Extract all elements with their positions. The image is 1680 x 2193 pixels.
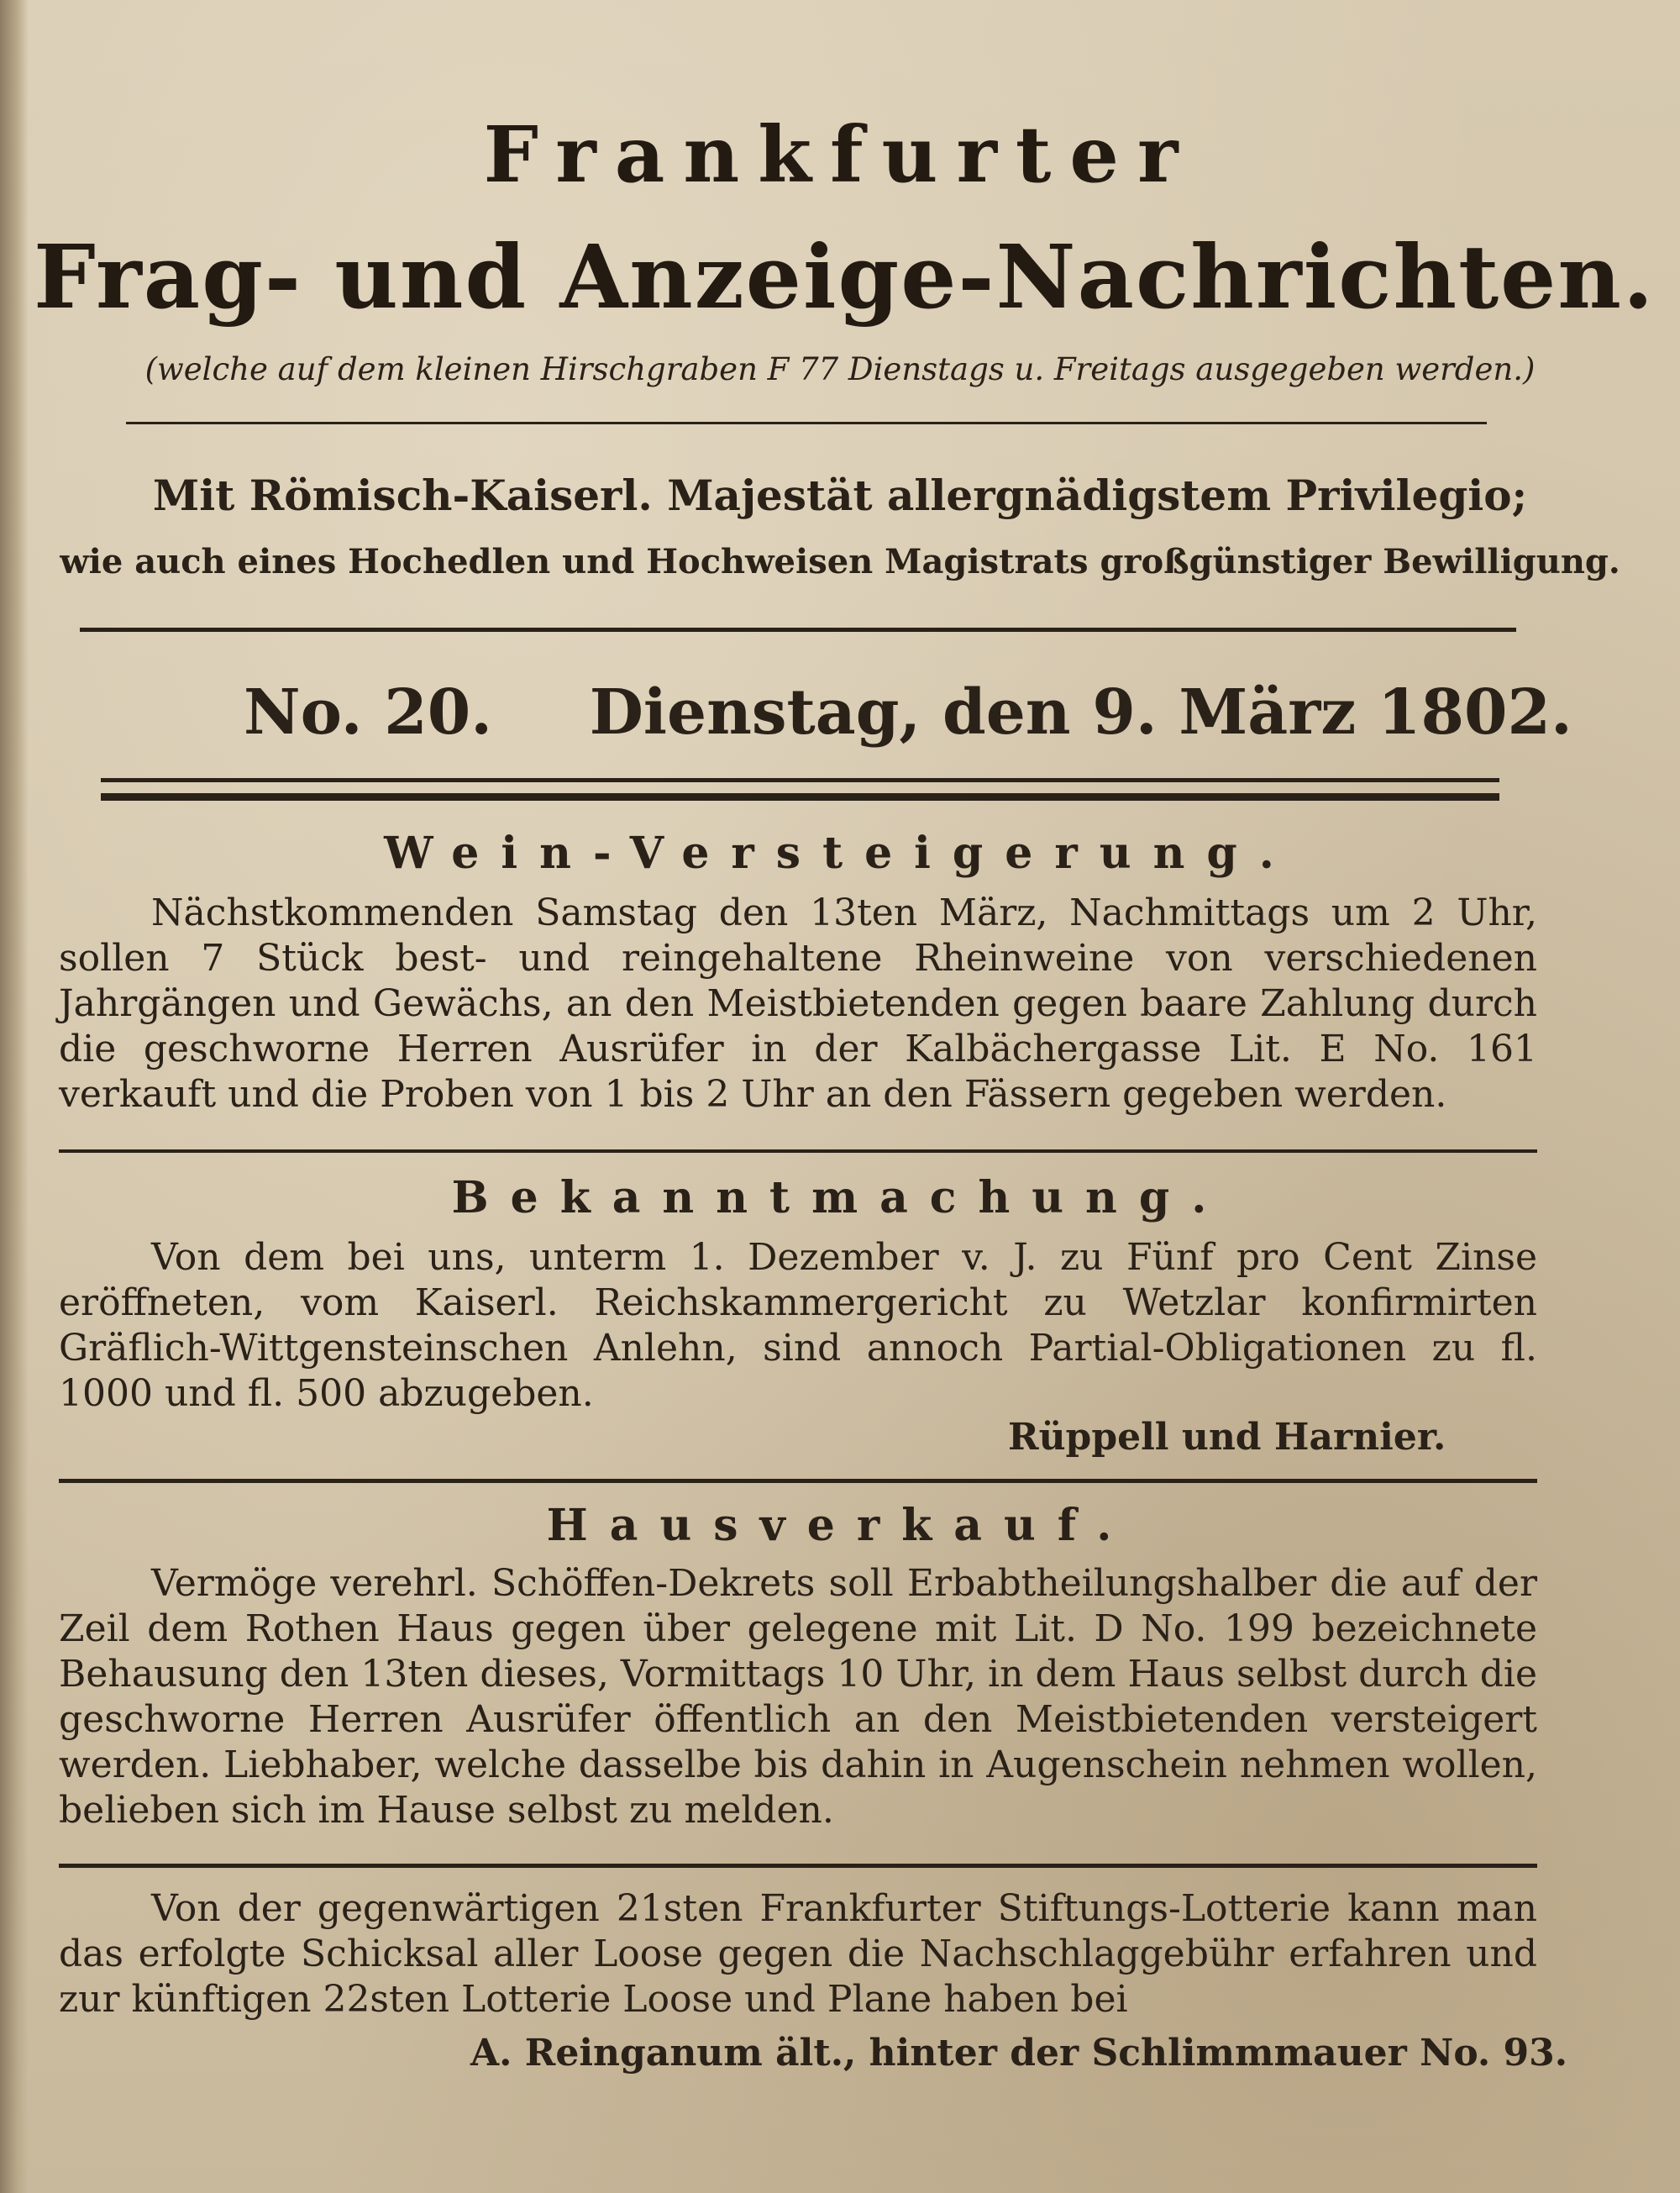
notice-body-lottery: Von der gegenwärtigen 21sten Frankfurter Stiftungs-Lotterie kann man das erfolgte Schicksal aller Loose gegen die Nachschlaggebühr erfahren und zur künftigen 22sten Lotterie Loose und Plane haben bei xyxy=(59,1887,1537,2021)
rule-divider xyxy=(101,778,1499,782)
notice-heading-wine-auction: Wein-Versteigerung. xyxy=(384,828,1296,879)
issue-line xyxy=(50,676,1630,749)
masthead-title-line2: Frag- und Anzeige-Nachrichten. xyxy=(34,225,1656,329)
privilege-line2: wie auch eines Hochedlen und Hochweisen Magistrats großgünstiger Bewilligung. xyxy=(60,542,1620,581)
masthead-subtitle: (welche auf dem kleinen Hirschgraben F 77 Dienstags u. Freitags ausgegeben werden.) xyxy=(144,351,1536,387)
rule-divider xyxy=(59,1479,1537,1483)
rule-divider xyxy=(101,793,1499,801)
issue-number: No. 20. xyxy=(244,676,492,749)
page-edge-shadow xyxy=(0,0,29,2193)
notice-body-wine-auction: Nächstkommenden Samstag den 13ten März, Nachmittags um 2 Uhr, sollen 7 Stück best- und reingehaltene Rheinweine von verschiedenen Jahrgängen und Gewächs, an den Meistbietenden gegen baare Zahlung durch die geschworne Herren Ausrüfer in der Kalbächergasse Lit. E No. 161 verkauft und die Proben von 1 bis 2 Uhr an den Fässern gegeben werden. xyxy=(59,891,1537,1116)
notice-heading-house-sale: Hausverkauf. xyxy=(546,1500,1134,1551)
privilege-line1: Mit Römisch-Kaiserl. Majestät allergnädigstem Privilegio; xyxy=(152,471,1528,520)
rule-divider xyxy=(59,1864,1537,1868)
rule-divider xyxy=(59,1149,1537,1153)
notice-body-house-sale: Vermöge verehrl. Schöffen-Dekrets soll Erbabtheilungshalber die auf der Zeil dem Rothen Haus gegen über gelegene mit Lit. D No. 199 bezeichnete Behausung den 13ten dieses, Vormittags 10 Uhr, in dem Haus selbst durch die geschworne Herren Ausrüfer öffentlich an den Meistbietenden versteigert werden. Liebhaber, welche dasselbe bis dahin in Augenschein nehmen wollen, belieben sich im Hause selbst zu melden. xyxy=(59,1562,1537,1832)
rule-divider xyxy=(80,628,1516,632)
notice-signature-announcement: Rüppell und Harnier. xyxy=(1008,1416,1446,1459)
notice-body-announcement: Von dem bei uns, unterm 1. Dezember v. J. zu Fünf pro Cent Zinse eröffneten, vom Kaiserl. Reichskammergericht zu Wetzlar konfirmirten Gräflich-Wittgensteinschen Anlehn, sind annoch Partial-Obligationen zu fl. 1000 und fl. 500 abzugeben. xyxy=(59,1236,1537,1415)
masthead-title-line1: Frankfurter xyxy=(483,109,1197,200)
issue-date: Dienstag, den 9. März 1802. xyxy=(589,676,1572,749)
notice-heading-announcement: Bekanntmachung. xyxy=(451,1172,1229,1223)
notice-signature-lottery: A. Reinganum ält., hinter der Schlimmmauer No. 93. xyxy=(470,2032,1568,2075)
rule-divider xyxy=(126,422,1487,424)
